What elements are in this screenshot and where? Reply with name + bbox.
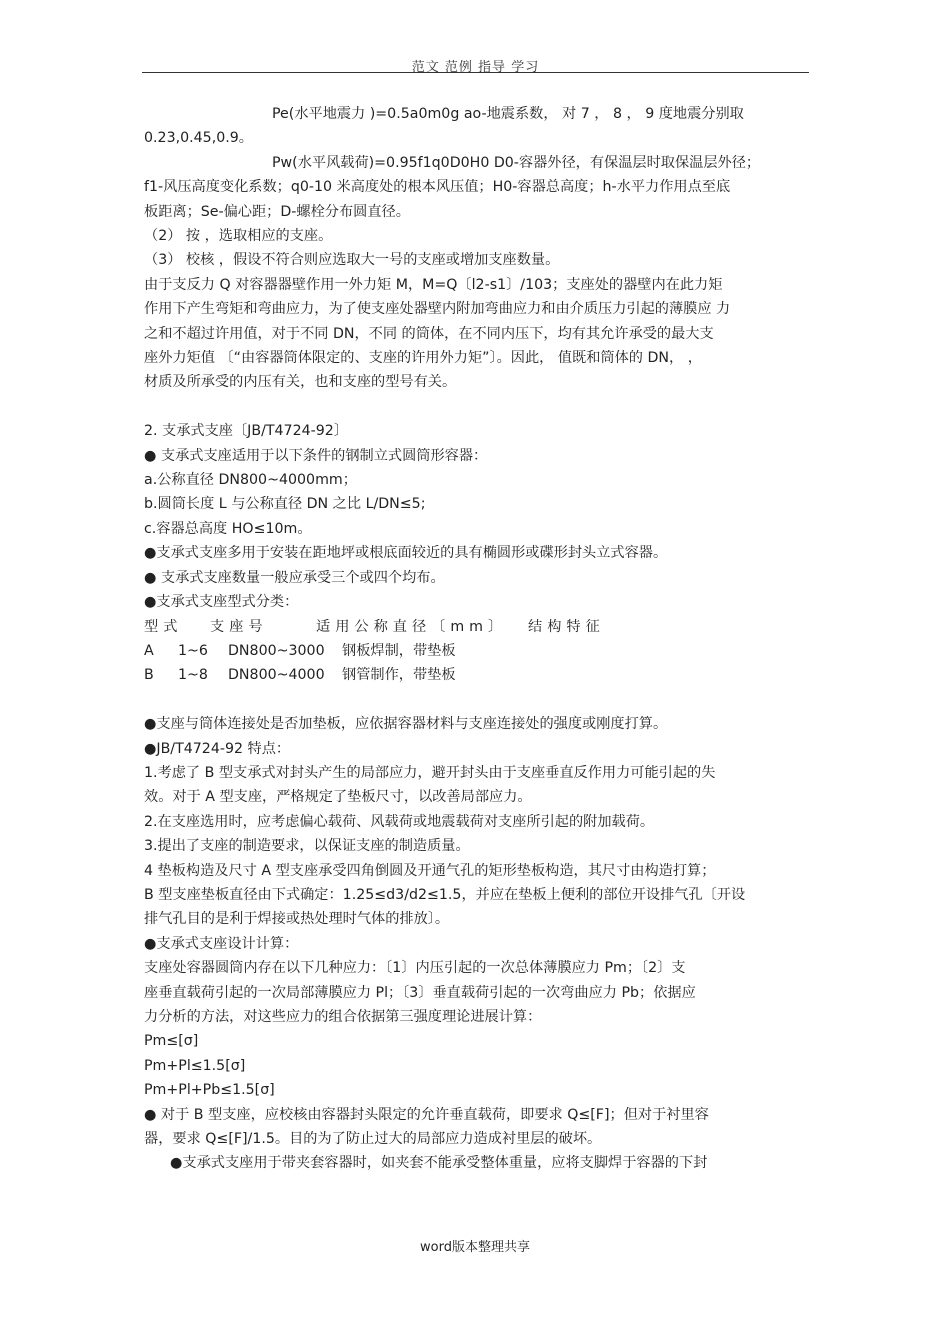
table-header-cell: 型式 (144, 618, 183, 635)
document-body (144, 102, 820, 1176)
text-line: 力分析的方法，对这些应力的组合依据第三强度理论进展计算： (144, 1009, 542, 1025)
table-cell: A (144, 642, 154, 659)
text-line: Pe(水平地震力 )=0.5a0m0g ao-地震系数， 对 7 ， 8 ， 9 度地震分别取 (272, 106, 744, 122)
formula-line: Pm+Pl+Pb≤1.5[σ] (144, 1082, 275, 1099)
text-line: f1-风压高度变化系数；q0-10 米高度处的根本风压值；H0-容器总高度；h-水平力作用点至底 (144, 179, 731, 196)
text-line: ●JB/T4724-92 特点： (144, 740, 291, 757)
page-footer: word版本整理共享 (420, 1240, 530, 1255)
text-line: 之和不超过许用值，对于不同 DN，不同 的筒体，在不同内压下，均有其允许承受的最大支 (144, 325, 714, 342)
text-line: 效。对于 A 型支座，严格规定了垫板尺寸，以改善局部应力。 (144, 789, 532, 806)
text-line: 排气孔目的是利于焊接或热处理时气体的排放〕。 (144, 911, 450, 928)
text-line: ●支承式支座型式分类： (144, 594, 299, 611)
table-header-cell: 结构特征 (528, 618, 605, 635)
table-cell: 1~6 (178, 642, 208, 659)
table-cell: DN800~4000 (228, 667, 325, 684)
blank-line (144, 688, 820, 712)
header-rule (142, 72, 809, 73)
text-line: （2） 按 ，选取相应的支座。 (144, 228, 333, 245)
table-cell: 钢管制作，带垫板 (342, 667, 456, 684)
text-line: ●支承式支座多用于安装在距地坪或根底面较近的具有椭圆形或碟形封头立式容器。 (144, 545, 668, 562)
formula-line: Pm≤[σ] (144, 1033, 199, 1050)
text-line: b.圆筒长度 L 与公称直径 DN 之比 L/DN≤5; (144, 496, 426, 513)
table-cell: DN800~3000 (228, 642, 325, 659)
blank-line (144, 395, 820, 419)
text-line: 器，要求 Q≤[F]/1.5。目的为了防止过大的局部应力造成衬里层的破坏。 (144, 1131, 602, 1148)
text-line: （3） 校核 ，假设不符合则应选取大一号的支座或增加支座数量。 (144, 252, 560, 269)
text-line: 4 垫板构造及尺寸 A 型支座承受四角倒圆及开通气孔的矩形垫板构造，其尺寸由构造打算； (144, 862, 716, 879)
text-line: 板距离；Se-偏心距；D-螺栓分布圆直径。 (144, 203, 410, 220)
table-row (144, 639, 820, 663)
text-line: ●支承式支座用于带夹套容器时，如夹套不能承受整体重量，应将支脚焊于容器的下封 (170, 1155, 708, 1172)
text-line: a.公称直径 DN800~4000mm； (144, 472, 357, 489)
table-cell: 1~8 (178, 667, 208, 684)
text-line: c.容器总高度 HO≤10m。 (144, 520, 312, 537)
text-line: 2.在支座选用时，应考虑偏心载荷、风载荷或地震载荷对支座所引起的附加载荷。 (144, 813, 655, 830)
text-line: 座垂直载荷引起的一次局部薄膜应力 Pl；〔3〕垂直载荷引起的一次弯曲应力 Pb；依据应 (144, 984, 696, 1001)
text-line: ● 支承式支座适用于以下条件的钢制立式圆筒形容器： (144, 447, 488, 464)
table-header-cell: 支座号 (210, 618, 268, 635)
text-line: 材质及所承受的内压有关，也和支座的型号有关。 (144, 374, 457, 391)
text-line: Pw(水平风载荷)=0.95f1q0D0H0 D0-容器外径，有保温层时取保温层外径； (272, 154, 761, 171)
text-line: ● 支承式支座数量一般应承受三个或四个均布。 (144, 569, 445, 586)
section-heading: 2. 支承式支座〔JB/T4724-92〕 (144, 423, 349, 440)
table-cell: 钢板焊制，带垫板 (342, 642, 456, 659)
text-line: 0.23,0.45,0.9。 (144, 130, 253, 147)
text-line: ●支座与筒体连接处是否加垫板，应依据容器材料与支座连接处的强度或刚度打算。 (144, 716, 668, 733)
text-line: B 型支座垫板直径由下式确定：1.25≤d3/d2≤1.5，并应在垫板上便利的部位开设排气孔〔开设 (144, 886, 746, 903)
page-header: 范文 范例 指导 学习 (411, 60, 540, 75)
table-header-cell: 适用公称直径〔mm〕 (316, 618, 508, 635)
text-line: 由于支反力 Q 对容器器壁作用一外力矩 M，M=Q〔l2-s1〕/103；支座处的器壁内在此力矩 (144, 276, 723, 293)
text-line: ● 对于 B 型支座，应校核由容器封头限定的允许垂直载荷，即要求 Q≤[F]；但对于衬里容 (144, 1106, 709, 1123)
table-header-row (144, 615, 820, 639)
formula-line: Pm+Pl≤1.5[σ] (144, 1057, 246, 1074)
text-line: ●支承式支座设计计算： (144, 935, 299, 952)
text-line: 座外力矩值 〔“由容器筒体限定的、支座的许用外力矩”〕。因此， 值既和筒体的 DN， ， (144, 350, 702, 367)
text-line: 3.提出了支座的制造要求，以保证支座的制造质量。 (144, 838, 470, 855)
text-line: 作用下产生弯矩和弯曲应力，为了使支座处器壁内附加弯曲应力和由介质压力引起的薄膜应 力 (144, 301, 731, 318)
table-cell: B (144, 667, 154, 684)
table-row (144, 663, 820, 687)
text-line: 1.考虑了 B 型支承式对封头产生的局部应力，避开封头由于支座垂直反作用力可能引起的失 (144, 764, 716, 781)
text-line: 支座处容器圆筒内存在以下几种应力：〔1〕内压引起的一次总体薄膜应力 Pm；〔2〕支 (144, 960, 686, 977)
